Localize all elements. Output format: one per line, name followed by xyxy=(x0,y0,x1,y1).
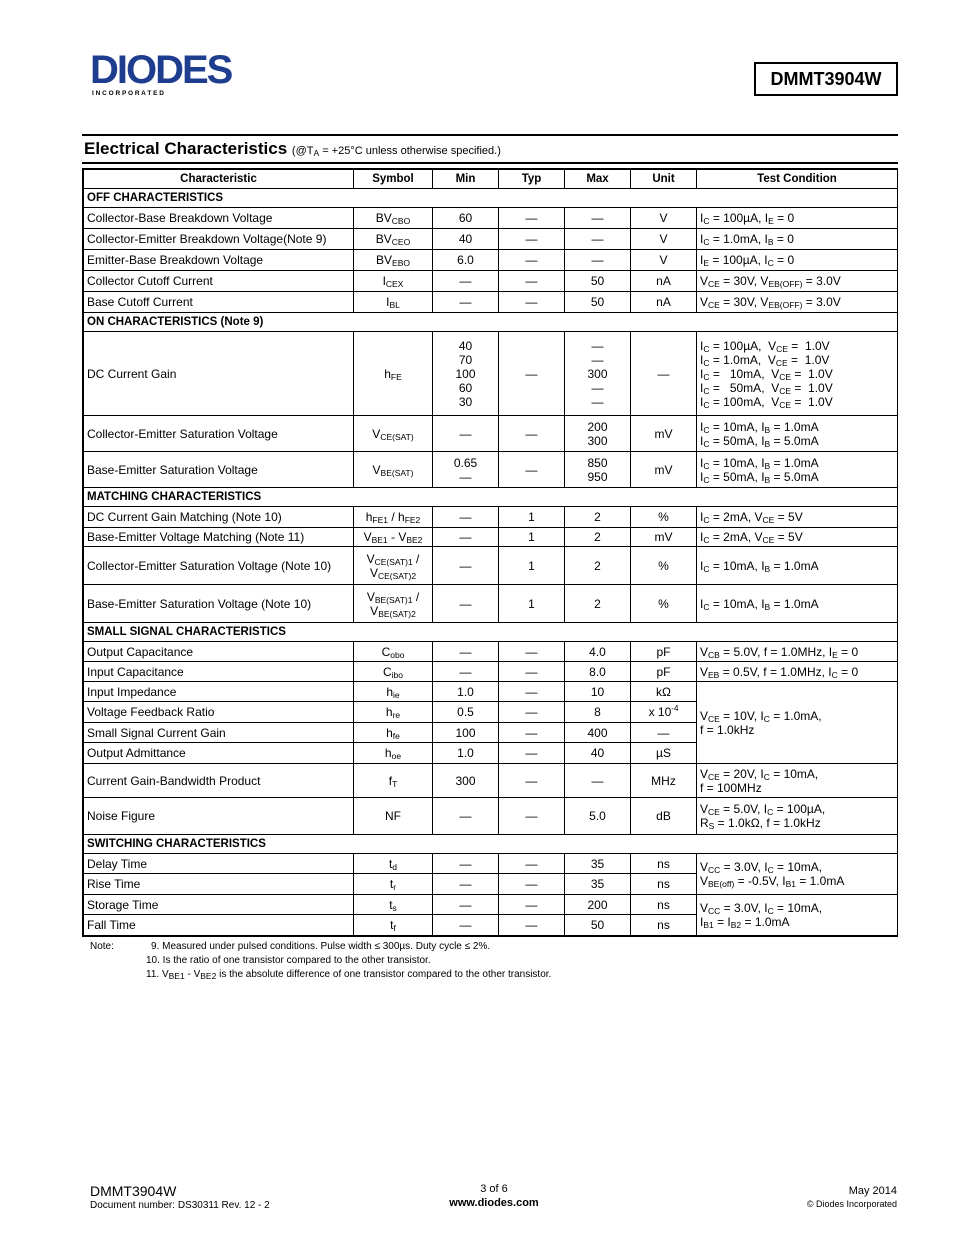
footer-page-number: 3 of 6 xyxy=(480,1183,508,1195)
section-condition: ($@T_A = +25^\circ C$ unless otherwise specified.) xyxy=(291,145,501,158)
col-max: Max xyxy=(565,170,631,189)
header-rule xyxy=(82,134,898,136)
table-row: Collector-Base Breakdown Voltage $BV_{CBO}$ 60 — — V $I_C = 100\mu A$, $I_E = 0$ xyxy=(84,208,898,229)
part-number-box: DMMT3904W xyxy=(754,62,898,96)
table-row: Collector-Emitter Breakdown Voltage(Note 9) $BV_{CEO}$ 40 — — V $I_C = 1.0mA$, $I_B = 0$ xyxy=(84,229,898,250)
section-row xyxy=(84,623,898,642)
table-row: Noise Figure NF — — 5.0 dB $V_{CE} = 5.0V$, $I_C = 100\mu A$, $R_S = 1.0k\Omega$, f = 1.0kHz xyxy=(84,798,898,835)
footer-date: May 2014 xyxy=(848,1185,897,1197)
section-label: MATCHING CHARACTERISTICS xyxy=(84,488,898,507)
notes xyxy=(90,940,551,982)
table-row: Emitter-Base Breakdown Voltage $BV_{EBO}$ 6.0 — — V $I_E = 100\mu A$, $I_C = 0$ xyxy=(84,250,898,271)
electrical-characteristics-table xyxy=(82,168,898,937)
section-title-text: Electrical Characteristics xyxy=(84,139,288,158)
section-rule xyxy=(82,162,898,164)
col-test-condition: Test Condition xyxy=(697,170,898,189)
table-row: Delay Time $t_d$ — — 35 ns $V_{CC} = 3.0V$, $I_C = 10mA$, $V_{BE(off)} = -0.5V$, $I_{B1} = 1.0mA$ xyxy=(84,854,898,874)
table-row: Current Gain-Bandwidth Product $f_T$ 300 — — MHz $V_{CE} = 20V$, $I_C = 10mA$, f = 100MHz xyxy=(84,764,898,798)
logo-subtext: I N C O R P O R A T E D xyxy=(92,90,164,97)
table-row: Output Capacitance $C_{obo}$ — — 4.0 pF $V_{CB} = 5.0V$, f = 1.0MHz, $I_E = 0$ xyxy=(84,642,898,662)
table-row: Output Admittance $h_{oe}$ 1.0 — 40 µS xyxy=(84,743,898,764)
section-label: ON CHARACTERISTICS (Note 9) xyxy=(84,313,898,332)
diodes-logo xyxy=(90,50,270,100)
section-row xyxy=(84,189,898,208)
section-row xyxy=(84,488,898,507)
note-11: 11. $V_{BE1} - V_{BE2}$ is the absolute difference of one transistor compared to the other transistor. xyxy=(146,969,552,981)
section-label: OFF CHARACTERISTICS xyxy=(84,189,898,208)
table-row: Storage Time $t_s$ — — 200 ns $V_{CC} = 3.0V$, $I_C = 10mA$, $I_{B1} = I_{B2} = 1.0mA$ xyxy=(84,895,898,915)
table-row: Rise Time $t_r$ — — 35 ns xyxy=(84,874,898,895)
note-9: 9. Measured under pulsed conditions. Pulse width ≤ 300µs. Duty cycle ≤ 2%. xyxy=(151,941,491,952)
section-label: SMALL SIGNAL CHARACTERISTICS xyxy=(84,623,898,642)
table-row: Fall Time $t_f$ — — 50 ns xyxy=(84,915,898,936)
table-header-row xyxy=(84,170,898,189)
footer-part-number: DMMT3904W xyxy=(90,1183,177,1199)
table-row: Collector-Emitter Saturation Voltage (Note 10) $V_{CE(SAT)1}$ / $V_{CE(SAT)2}$ — 1 2 % $I_C = 10mA$, $I_B = 1.0mA$ xyxy=(84,547,898,585)
table-row: Input Capacitance $C_{ibo}$ — — 8.0 pF $V_{EB} = 0.5V$, f = 1.0MHz, $I_C = 0$ xyxy=(84,662,898,682)
table-row: DC Current Gain $h_{FE}$ 40 70 100 60 30 — — — 300 — — — $I_C = 100\mu A$, $V_{CE} = 1.0V$ $I_C = 1.0mA$, $V_{CE} = 1.0V$ $I_C = 10mA$, $V_{CE} = 1.0V$ $I_C = 50mA$, $V_{CE} = 1.0V$ $I_C = 100mA$, $V_{CE} = 1.0V$ xyxy=(84,332,898,416)
section-row xyxy=(84,835,898,854)
section-label: SWITCHING CHARACTERISTICS xyxy=(84,835,898,854)
table-row: Base Cutoff Current $I_{BL}$ — — 50 nA $V_{CE} = 30V$, $V_{EB(OFF)} = 3.0V$ xyxy=(84,292,898,313)
footer-website-link[interactable]: www.diodes.com xyxy=(449,1197,539,1209)
table-row: Base-Emitter Voltage Matching (Note 11) $V_{BE1} - V_{BE2}$ — 1 2 mV $I_C = 2mA$, $V_{CE} = 5V$ xyxy=(84,528,898,547)
notes-label: Note: xyxy=(90,941,114,952)
table-row: Base-Emitter Saturation Voltage $V_{BE(SAT)}$ 0.65 — — 850 950 mV $I_C = 10mA$, $I_B = 1.0mA$ $I_C = 50mA$, $I_B = 5.0mA$ xyxy=(84,452,898,488)
table-row: Input Impedance $h_{ie}$ 1.0 — 10 kΩ $V_{CE} = 10V$, $I_C = 1.0mA$, f = 1.0kHz xyxy=(84,682,898,702)
col-unit: Unit xyxy=(631,170,697,189)
note-10: 10. Is the ratio of one transistor compared to the other transistor. xyxy=(146,955,431,966)
logo-wordmark: DIODES xyxy=(90,50,232,92)
col-symbol: Symbol xyxy=(354,170,433,189)
table-row: DC Current Gain Matching (Note 10) $h_{FE1} / h_{FE2}$ — 1 2 % $I_C = 2mA$, $V_{CE} = 5V$ xyxy=(84,507,898,528)
table-row: Small Signal Current Gain $h_{fe}$ 100 — 400 — xyxy=(84,723,898,743)
table-row: Collector-Emitter Saturation Voltage $V_{CE(SAT)}$ — — 200 300 mV $I_C = 10mA$, $I_B = 1.0mA$ $I_C = 50mA$, $I_B = 5.0mA$ xyxy=(84,416,898,452)
table-row: Base-Emitter Saturation Voltage (Note 10) $V_{BE(SAT)1}$ / $V_{BE(SAT)2}$ — 1 2 % $I_C = 10mA$, $I_B = 1.0mA$ xyxy=(84,585,898,623)
col-characteristic: Characteristic xyxy=(84,170,354,189)
section-row xyxy=(84,313,898,332)
col-typ: Typ xyxy=(499,170,565,189)
table-row: Voltage Feedback Ratio $h_{re}$ 0.5 — 8 x $10^{-4}$ xyxy=(84,702,898,723)
col-min: Min xyxy=(433,170,499,189)
table-row: Collector Cutoff Current $I_{CEX}$ — — 50 nA $V_{CE} = 30V$, $V_{EB(OFF)} = 3.0V$ xyxy=(84,271,898,292)
footer-document-number: Document number: DS30311 Rev. 12 - 2 xyxy=(90,1200,270,1211)
footer-copyright: © Diodes Incorporated xyxy=(806,1199,897,1209)
section-title xyxy=(84,139,501,159)
